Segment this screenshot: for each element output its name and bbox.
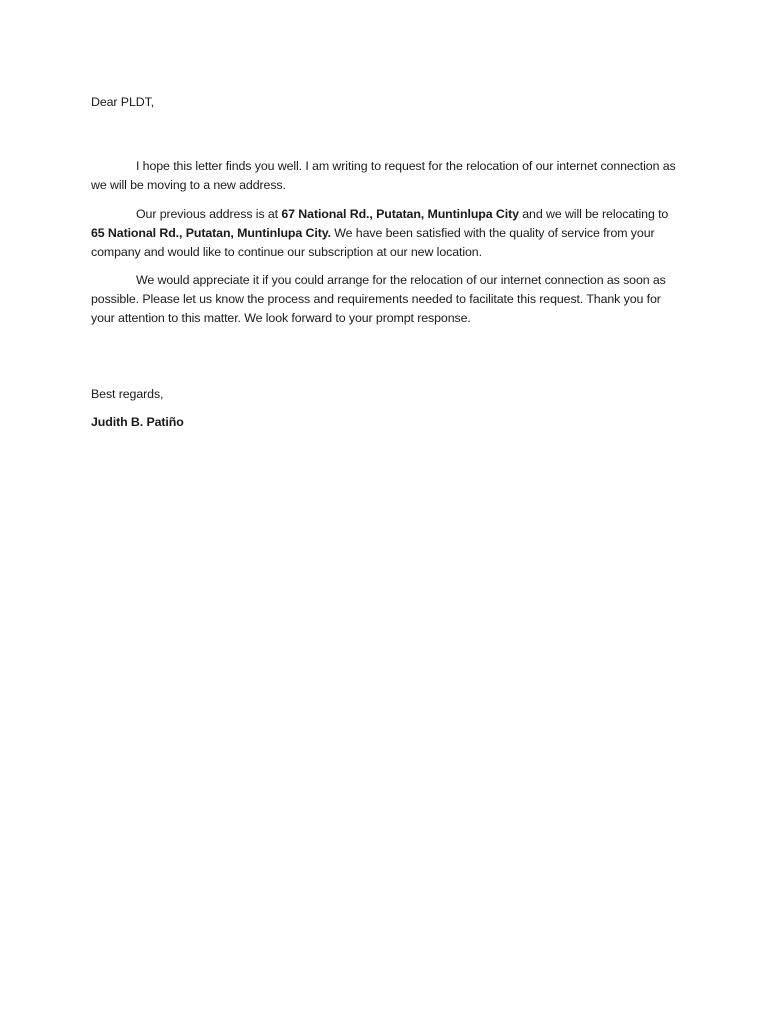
paragraph-addresses-middle: and we will be relocating to [518, 207, 669, 221]
salutation: Dear PLDT, [91, 95, 155, 109]
closing: Best regards, [91, 387, 164, 401]
new-address: 65 National Rd., Putatan, Muntinlupa City. [91, 226, 331, 240]
paragraph-request: We would appreciate it if you could arrange for the relocation of our internet connection as soon as possible. Please let us know the process and requirements needed to facilitate this request. Thank you for your attention to this matter. We look forward to your prompt response. [91, 273, 666, 325]
paragraph-addresses [91, 205, 683, 262]
paragraph-intro: I hope this letter finds you well. I am writing to request for the relocation of our internet connection as we will be moving to a new address. [91, 159, 676, 192]
previous-address: 67 National Rd., Putatan, Muntinlupa City [281, 207, 519, 221]
signature-name: Judith B. Patiño [91, 415, 184, 429]
paragraph-addresses-tail: We have been satisfied with the quality of service from your company and would like to continue our subscription at our new location. [91, 226, 655, 259]
letter-body [91, 93, 683, 432]
paragraph-addresses-lead: Our previous address is at [136, 207, 282, 221]
